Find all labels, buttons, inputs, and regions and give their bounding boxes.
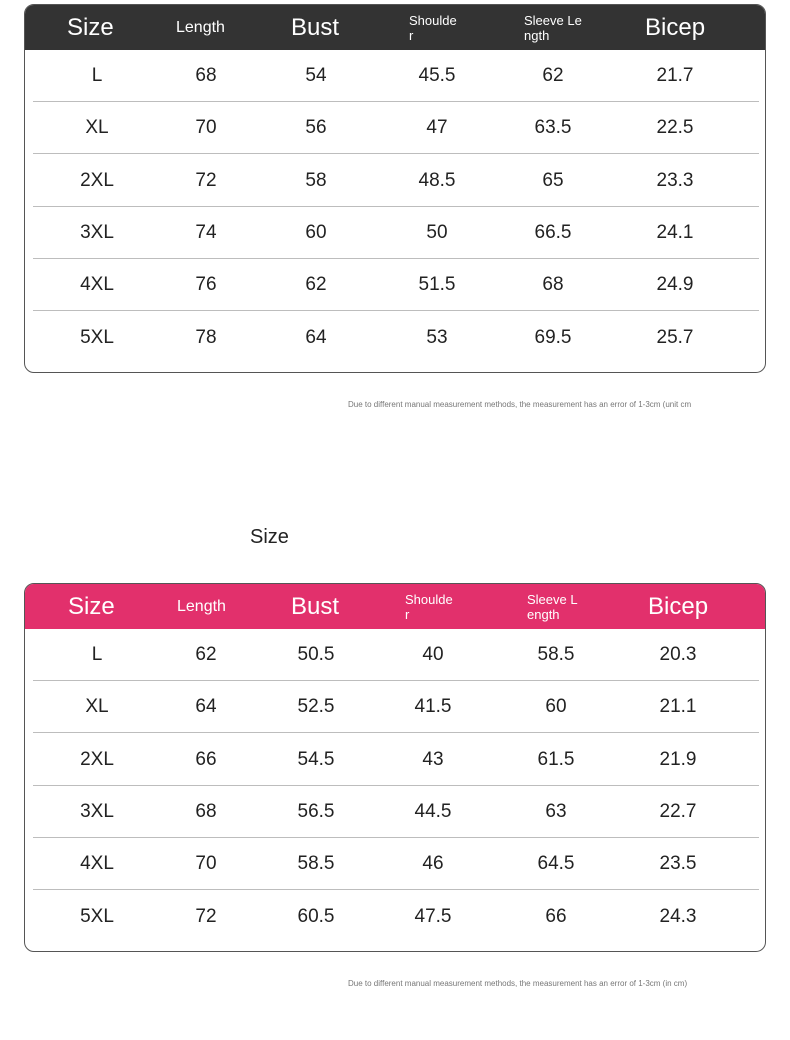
cell-size: XL bbox=[85, 117, 109, 139]
cell-bust: 58 bbox=[305, 169, 327, 191]
cell-bicep: 21.1 bbox=[659, 696, 697, 718]
header-shoulder: Shoulde r bbox=[409, 12, 457, 43]
cell-size: 4XL bbox=[80, 274, 114, 296]
cell-bust: 54 bbox=[305, 65, 327, 86]
cell-size: 3XL bbox=[80, 800, 114, 822]
cell-bicep: 25.7 bbox=[656, 326, 694, 348]
cell-shoulder: 50 bbox=[426, 221, 448, 243]
cell-bust: 60 bbox=[305, 221, 327, 243]
cell-bicep: 22.7 bbox=[659, 800, 697, 822]
cell-size: L bbox=[91, 65, 103, 86]
table-row bbox=[33, 50, 759, 102]
cell-sleeve-length: 66 bbox=[545, 905, 567, 927]
table-row bbox=[33, 838, 759, 890]
cell-size: 3XL bbox=[80, 221, 114, 243]
cell-length: 72 bbox=[195, 169, 217, 191]
header-size: Size bbox=[67, 13, 114, 41]
cell-size: 5XL bbox=[80, 905, 114, 927]
size-chart-table-2 bbox=[24, 583, 766, 952]
measurement-note: Due to different manual measurement methods, the measurement has an error of 1-3cm (in cm) bbox=[348, 979, 688, 988]
table-row bbox=[33, 629, 759, 681]
cell-shoulder: 45.5 bbox=[418, 65, 456, 86]
cell-size: 5XL bbox=[80, 326, 114, 348]
cell-length: 68 bbox=[195, 800, 217, 822]
header-size: Size bbox=[68, 592, 115, 620]
cell-sleeve-length: 69.5 bbox=[534, 326, 572, 348]
cell-length: 74 bbox=[195, 221, 217, 243]
cell-length: 70 bbox=[195, 853, 217, 875]
cell-shoulder: 48.5 bbox=[418, 169, 456, 191]
table-row bbox=[33, 207, 759, 259]
cell-bust: 50.5 bbox=[297, 644, 335, 665]
cell-bicep: 24.3 bbox=[659, 905, 697, 927]
header-bicep: Bicep bbox=[648, 592, 709, 620]
cell-sleeve-length: 62 bbox=[542, 65, 564, 86]
header-bust: Bust bbox=[291, 592, 340, 620]
cell-length: 64 bbox=[195, 696, 217, 718]
header-bust: Bust bbox=[291, 13, 340, 41]
cell-sleeve-length: 61.5 bbox=[537, 748, 575, 770]
cell-shoulder: 41.5 bbox=[414, 696, 452, 718]
measurement-note: Due to different manual measurement methods, the measurement has an error of 1-3cm (unit cm bbox=[348, 400, 692, 409]
cell-shoulder: 47.5 bbox=[414, 905, 452, 927]
cell-bicep: 24.9 bbox=[656, 274, 694, 296]
cell-length: 68 bbox=[195, 65, 217, 86]
cell-bicep: 24.1 bbox=[656, 221, 694, 243]
cell-size: 4XL bbox=[80, 853, 114, 875]
cell-shoulder: 47 bbox=[426, 117, 448, 139]
cell-bicep: 23.3 bbox=[656, 169, 694, 191]
cell-bicep: 21.9 bbox=[659, 748, 697, 770]
cell-bicep: 23.5 bbox=[659, 853, 697, 875]
cell-bust: 60.5 bbox=[297, 905, 335, 927]
cell-bust: 64 bbox=[305, 326, 327, 348]
size-chart-table-1 bbox=[24, 4, 766, 373]
cell-size: 2XL bbox=[80, 169, 114, 191]
cell-bust: 56 bbox=[305, 117, 327, 139]
cell-sleeve-length: 58.5 bbox=[537, 644, 575, 665]
cell-size: 2XL bbox=[80, 748, 114, 770]
table-row bbox=[33, 155, 759, 207]
header-shoulder: Shoulde r bbox=[405, 591, 453, 622]
table-row bbox=[33, 891, 759, 943]
cell-shoulder: 40 bbox=[422, 644, 444, 665]
cell-length: 62 bbox=[195, 644, 217, 665]
table-row bbox=[33, 681, 759, 733]
table-row bbox=[33, 786, 759, 838]
cell-size: XL bbox=[85, 696, 109, 718]
cell-bicep: 20.3 bbox=[659, 644, 697, 665]
table-header bbox=[25, 584, 765, 629]
header-bicep: Bicep bbox=[645, 13, 706, 41]
size-label: Size bbox=[250, 526, 289, 548]
cell-sleeve-length: 66.5 bbox=[534, 221, 572, 243]
header-length: Length bbox=[177, 597, 226, 615]
cell-length: 72 bbox=[195, 905, 217, 927]
cell-length: 78 bbox=[195, 326, 217, 348]
cell-sleeve-length: 68 bbox=[542, 274, 564, 296]
cell-shoulder: 51.5 bbox=[418, 274, 456, 296]
table-row bbox=[33, 102, 759, 154]
cell-sleeve-length: 64.5 bbox=[537, 853, 575, 875]
cell-shoulder: 46 bbox=[422, 853, 444, 875]
cell-bicep: 21.7 bbox=[656, 65, 694, 86]
cell-bust: 56.5 bbox=[297, 800, 335, 822]
header-length: Length bbox=[176, 18, 225, 36]
cell-bust: 62 bbox=[305, 274, 327, 296]
header-sleeve-length: Sleeve L ength bbox=[527, 591, 578, 622]
cell-length: 76 bbox=[195, 274, 217, 296]
cell-bust: 58.5 bbox=[297, 853, 335, 875]
cell-shoulder: 43 bbox=[422, 748, 444, 770]
cell-sleeve-length: 63.5 bbox=[534, 117, 572, 139]
cell-size: L bbox=[91, 644, 103, 665]
cell-bust: 52.5 bbox=[297, 696, 335, 718]
table-row bbox=[33, 259, 759, 311]
cell-bust: 54.5 bbox=[297, 748, 335, 770]
cell-shoulder: 44.5 bbox=[414, 800, 452, 822]
cell-sleeve-length: 63 bbox=[545, 800, 567, 822]
cell-sleeve-length: 65 bbox=[542, 169, 564, 191]
table-row bbox=[33, 312, 759, 364]
cell-bicep: 22.5 bbox=[656, 117, 694, 139]
cell-shoulder: 53 bbox=[426, 326, 448, 348]
cell-length: 70 bbox=[195, 117, 217, 139]
cell-length: 66 bbox=[195, 748, 217, 770]
header-sleeve-length: Sleeve Le ngth bbox=[524, 12, 582, 43]
table-header bbox=[25, 5, 765, 50]
cell-sleeve-length: 60 bbox=[545, 696, 567, 718]
table-row bbox=[33, 734, 759, 786]
